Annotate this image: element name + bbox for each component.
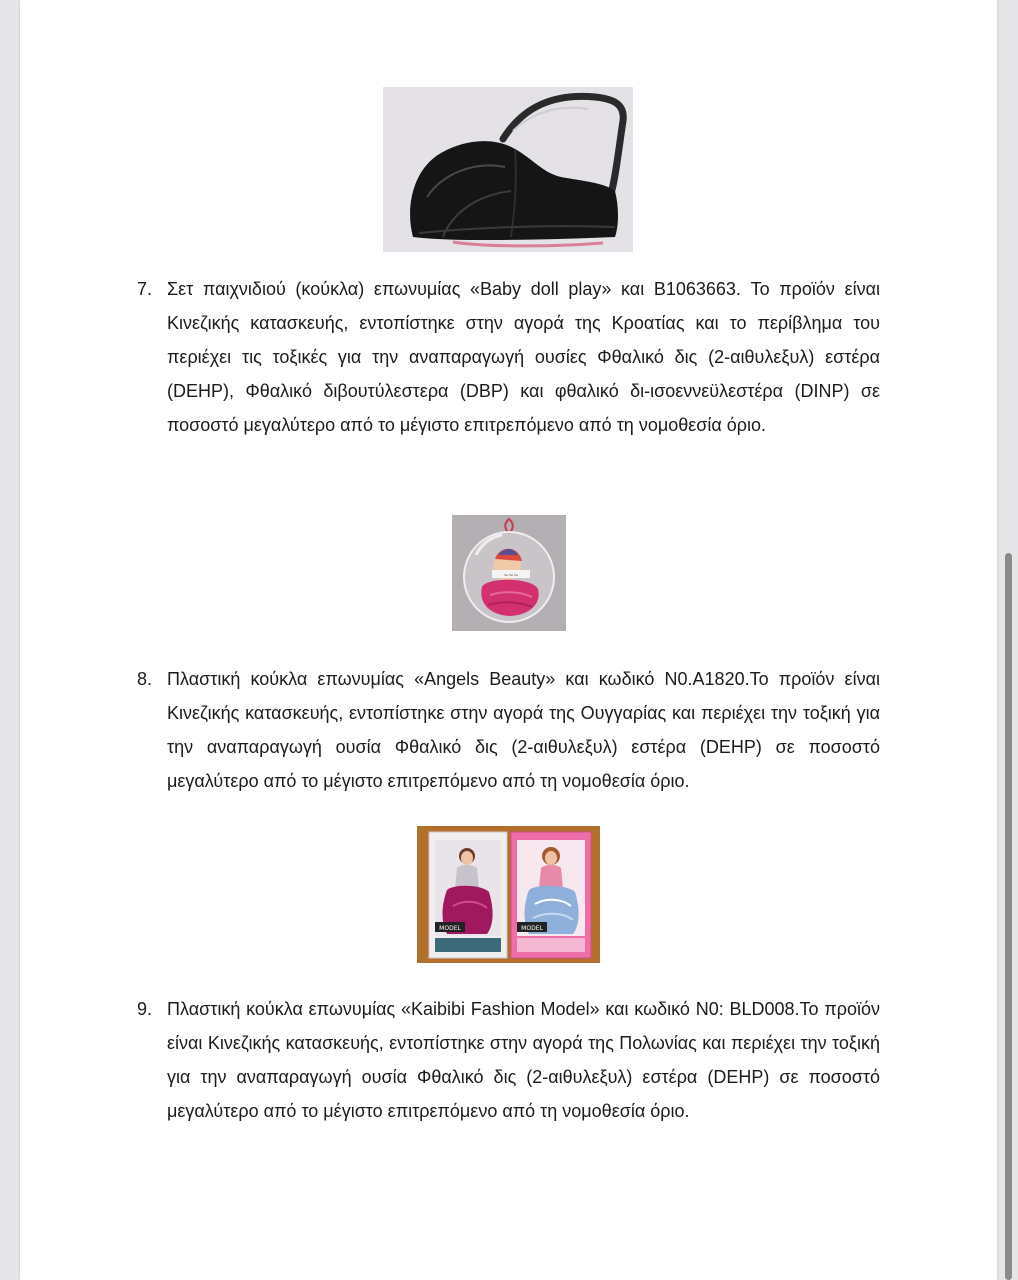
svg-text:~~~: ~~~ — [503, 572, 519, 579]
list-item-9 — [137, 992, 880, 1128]
box-label-right: MODEL — [521, 925, 543, 932]
boxed-dolls-image — [417, 826, 600, 963]
list-item-7 — [137, 272, 880, 442]
item-number: 7. — [137, 279, 153, 299]
box-label-left: MODEL — [439, 925, 461, 932]
document-page — [20, 0, 997, 1280]
scrollbar-thumb[interactable] — [1005, 553, 1012, 1280]
item-number: 8. — [137, 669, 153, 689]
product-photo-ball-doll — [452, 515, 566, 631]
item-text: Σετ παιχνιδιού (κούκλα) επωνυμίας «Baby doll play» και B1063663. Το προϊόν είναι Κινεζικής κατασκευής, εντοπίστηκε στην αγορά της Κροατίας και το περίβλημα του περιέχει τις τοξικές για την αναπαραγωγή ουσίες Φθαλικό δις (2-αιθυλεξυλ) εστέρα (DEHP), Φθαλικό διβουτύλεστερα (DBP) και φθαλικό δι-ισοεννεϋλεστέρα (DINP) σε ποσοστό μεγαλύτερο από το μέγιστο επιτρεπόμενο από τη νομοθεσία όριο. — [167, 279, 880, 435]
vertical-scrollbar[interactable] — [1004, 0, 1018, 1280]
item-text: Πλαστική κούκλα επωνυμίας «Angels Beauty» και κωδικό N0.A1820.Το προϊόν είναι Κινεζικής κατασκευής, εντοπίστηκε στην αγορά της Ουγγαρίας και περιέχει την τοξική για την αναπαραγωγή ουσία Φθαλικό δις (2-αιθυλεξυλ) εστέρα (DEHP) σε ποσοστό μεγαλύτερο από το μέγιστο επιτρεπόμενο από τη νομοθεσία όριο. — [167, 669, 880, 791]
item-number: 9. — [137, 999, 153, 1019]
product-photo-boxed-dolls — [417, 826, 600, 963]
bra-image — [383, 87, 633, 252]
list-item-8 — [137, 662, 880, 798]
ball-doll-image — [452, 515, 566, 631]
item-text: Πλαστική κούκλα επωνυμίας «Kaibibi Fashion Model» και κωδικό N0: BLD008.Το προϊόν είναι Κινεζικής κατασκευής, εντοπίστηκε στην αγορά της Πολωνίας και περιέχει την τοξική για την αναπαραγωγή ουσία Φθαλικό δις (2-αιθυλεξυλ) εστέρα (DEHP) σε ποσοστό μεγαλύτερο από το μέγιστο επιτρεπόμενο από τη νομοθεσία όριο. — [167, 999, 880, 1121]
product-photo-bra — [383, 87, 633, 252]
